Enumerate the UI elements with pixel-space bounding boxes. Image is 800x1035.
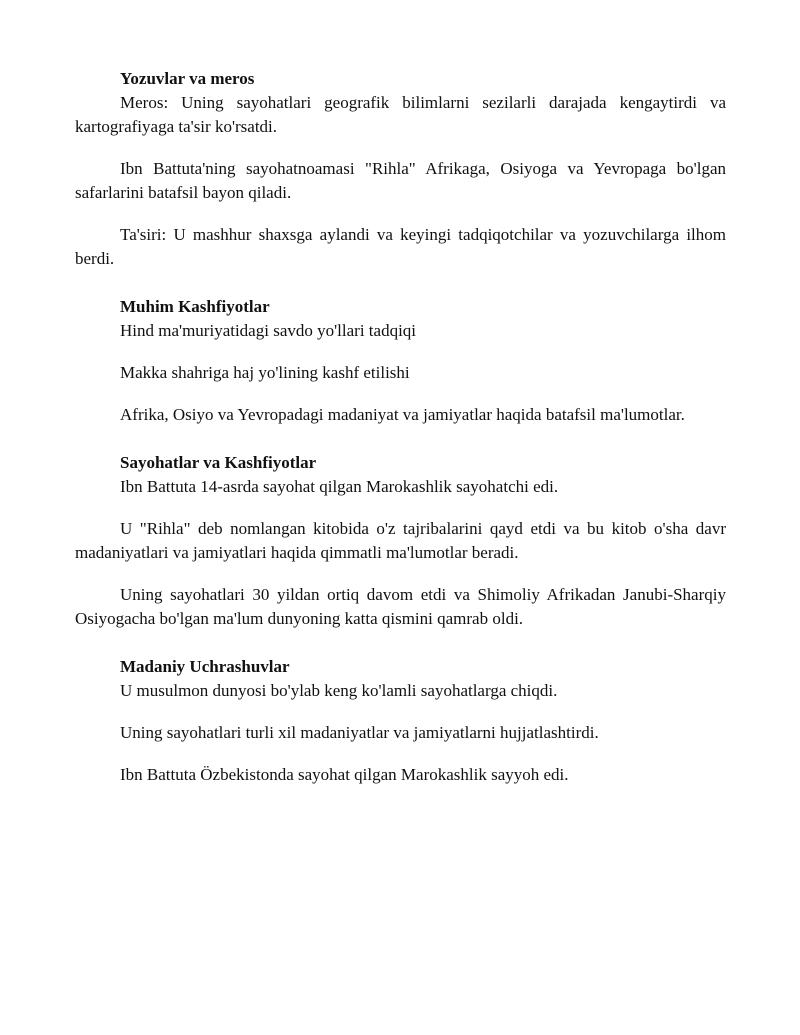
paragraph: Ibn Battuta'ning sayohatnoamasi "Rihla" Afrikaga, Osiyoga va Yevropaga bo'lgan safarlarini batafsil bayon qiladi. [75,159,726,202]
section-heading: Madaniy Uchrashuvlar [120,657,290,676]
section-heading: Muhim Kashfiyotlar [120,297,270,316]
section-madaniy-uchrashuvlar [75,655,726,787]
paragraph: U musulmon dunyosi bo'ylab keng ko'lamli sayohatlarga chiqdi. [120,681,558,700]
section-yozuvlar-va-meros [75,67,726,271]
section-heading: Sayohatlar va Kashfiyotlar [120,453,317,472]
section-muhim-kashfiyotlar [75,295,726,427]
paragraph: Ta'siri: U mashhur shaxsga aylandi va keyingi tadqiqotchilar va yozuvchilarga ilhom berdi. [75,225,726,268]
paragraph: Ibn Battuta 14-asrda sayohat qilgan Marokashlik sayohatchi edi. [120,477,559,496]
paragraph: Hind ma'muriyatidagi savdo yo'llari tadqiqi [120,321,417,340]
paragraph: Uning sayohatlari 30 yildan ortiq davom etdi va Shimoliy Afrikadan Janubi-Sharqiy Osiyogacha bo'lgan ma'lum dunyoning katta qismini qamrab oldi. [75,585,726,628]
section-heading: Yozuvlar va meros [120,69,255,88]
paragraph: Uning sayohatlari turli xil madaniyatlar va jamiyatlarni hujjatlashtirdi. [120,723,599,742]
paragraph: Afrika, Osiyo va Yevropadagi madaniyat va jamiyatlar haqida batafsil ma'lumotlar. [120,405,685,424]
document-page [75,67,726,787]
section-sayohatlar-va-kashfiyotlar [75,451,726,631]
paragraph: Makka shahriga haj yo'lining kashf etilishi [120,363,410,382]
paragraph: Ibn Battuta Özbekistonda sayohat qilgan Marokashlik sayyoh edi. [120,765,569,784]
paragraph: U "Rihla" deb nomlangan kitobida o'z tajribalarini qayd etdi va bu kitob o'sha davr madaniyatlari va jamiyatlari haqida qimmatli ma'lumotlar beradi. [75,519,726,562]
paragraph: Meros: Uning sayohatlari geografik bilimlarni sezilarli darajada kengaytirdi va kartografiyaga ta'sir ko'rsatdi. [75,93,726,136]
